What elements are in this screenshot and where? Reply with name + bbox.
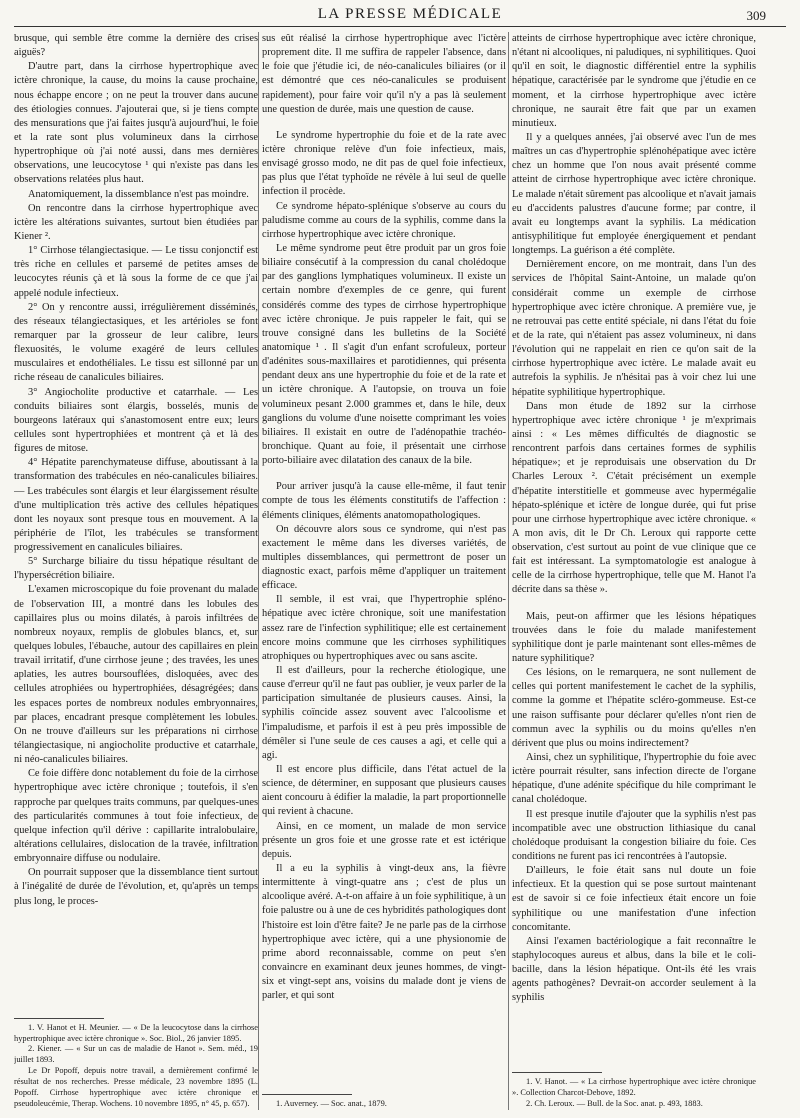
paragraph: 3° Angiocholite productive et catarrhale. — Les conduits biliaires sont élargis, bosselés, munis de bourgeons latéraux qui s'anastomosent entre eux; leurs cellules sont hypertrophiées et montrent çà et là des figures de mitose. xyxy=(14,386,258,455)
paragraph: Ce syndrome hépato-splénique s'observe au cours du paludisme comme au cours de la syphilis, comme dans la cirrhose hypertrophique avec ictère chronique. xyxy=(262,200,506,240)
paragraph: Il y a quelques années, j'ai observé avec l'un de mes maîtres un cas d'hypertrophie splénohépatique avec ictère chez un homme que l'on nous avait présenté comme atteint de cirrhose hypertrophique avec ictère chronique. Le malade n'était sûrement pas alcoolique et n'avait jamais eu d'accidents palustres d'aucune forme; par contre, il avait eu longtemps avant la syphilis. La médication antisyphilitique fut employée énergiquement et pendant longtemps. La guérison a été complète. xyxy=(512,131,756,257)
footnote: 1. V. Hanot et H. Meunier. — « De la leucocytose dans la cirrhose hypertrophique avec ictère chronique ». Soc. Biol., 26 janvier 1895. xyxy=(14,1022,258,1043)
footnote-rule xyxy=(14,1018,104,1019)
paragraph: Le syndrome hypertrophie du foie et de la rate avec ictère chronique relève d'un foie infectieux, mais, envisagé grosso modo, ne dit pas de quel foie infectieux, pas plus que l'état typhoïde ne révèle à lui seul de quelle infection il procède. xyxy=(262,129,506,198)
footnotes xyxy=(512,1064,756,1110)
paragraph: Il a eu la syphilis à vingt-deux ans, la fièvre intermittente à vingt-quatre ans ; c'est de plus un alcoolique avéré. A-t-on affaire à un foie syphilitique, à un foie palustre ou à une de ces hybridités pathologiques dont l'histoire est loin d'être faite? Je ne parle pas de la cirrhose hypertrophique avec ictère, qui a une physionomie de prime abord reconnaissable, comme on peut s'en convaincre en examinant deux jeunes hommes, de vingt-six et vingt-sept ans, voisins du malade dont je viens de parler, et qui sont xyxy=(262,863,506,1002)
paragraph: Il est d'ailleurs, pour la recherche étiologique, une cause d'erreur qu'il ne faut pas oublier, je veux parler de la participation simultanée de plusieurs causes. Ainsi, la syphilis coïncide assez souvent avec l'alcoolisme et l'impaludisme, et parfois il est à peu près impossible de démêler si l'une seule de ces causes a agi, et celle qui a agi. xyxy=(262,665,506,761)
paragraph: Il est encore plus difficile, dans l'état actuel de la science, de déterminer, en supposant que plusieurs causes aient concouru à édifier la maladie, la part proportionnelle qui revient à chacune. xyxy=(262,764,506,818)
paragraph: Mais, peut-on affirmer que les lésions hépatiques trouvées dans le foie du malade manifestement syphilitique dont je parle maintenant sont elles-mêmes de nature syphilitique? xyxy=(512,610,756,665)
paragraph: Ce foie diffère donc notablement du foie de la cirrhose hypertrophique avec ictère chronique ; toutefois, il s'en rapproche par quelques traits communs, par quelques-unes des particularités communes à tout foie infectieux, de quelque infection qu'il dérive : capillarite intralobulaire, altérations cellulaires, dislocation de la travée, infiltration embryonnaire diffuse ou nodulaire. xyxy=(14,768,258,865)
footnote: 2. Ch. Leroux. — Bull. de la Soc. anat. p. 493, 1883. xyxy=(526,1099,703,1109)
column-divider xyxy=(258,32,259,1110)
paragraph: sus eût réalisé la cirrhose hypertrophique avec l'ictère proprement dite. Il me suffira de rappeler l'absence, dans le foie que j'étudie ici, de néo-canalicules biliaires (or il est démontré que ces néo-canalicules se produisent rapidement), pour faire voir qu'il n'y a pas là seulement une question de durée, mais une question de cause. xyxy=(262,33,506,115)
footnote: 1. V. Hanot. — « La cirrhose hypertrophique avec ictère chronique ». Collection Charcot-Debove, 1892. xyxy=(512,1077,756,1098)
paragraph: Il est presque inutile d'ajouter que la syphilis n'est pas incompatible avec une obstruction lithiasique du canal cholédoque produisant la congestion biliaire du foie. Ces conditions ne furent pas ici rencontrées à l'autopsie. xyxy=(512,808,756,863)
running-header: LA PRESSE MÉDICALE xyxy=(317,6,503,22)
paragraph: On pourrait supposer que la dissemblance tient surtout à l'inégalité de durée de l'évolution, et, qu'après un temps plus long, le proces- xyxy=(14,867,258,907)
footnote: Le Dr Popoff, depuis notre travail, a dernièrement confirmé le résultat de nos recherches. Presse médicale, 23 novembre 1895 (L. Popoff. Cirrhose hypertrophique avec ictère chronique et pseudoleucémie, Therap. Wochens. 10 novembre 1895, n° 45, p. 657). xyxy=(14,1066,258,1109)
footnotes xyxy=(14,1010,258,1110)
paragraph: L'examen microscopique du foie provenant du malade de l'observation III, a montré dans les lobules des capillaires plus ou moins dilatés, à parois infiltrées de nombreux noyaux, remplis de globules blancs, et, sur quelques lobules, l'ébauche, autour des capillaires en plein travail irritatif, d'une cirrhose jeune ; des travées, les unes aplaties, les autres boursouflées, disloquées, avec des cellules atrophiées ou hypertrophiées, désagrégées; dans les espaces portes de nombreux nodules embryonnaires, par places, encadrant presque complètement les lobules. On ne trouve d'ailleurs sur les préparations ni cirrhose télangiectasique, ni angiocholite productive et catarrhale, ni néo-canalicules biliaires. xyxy=(14,584,258,766)
page-number: 309 xyxy=(746,8,766,23)
paragraph: 2° On y rencontre aussi, irrégulièrement disséminés, des réseaux télangiectasiques, et les artérioles se font remarquer par la grosseur de leur calibre, leurs flexuosités, le volume exagéré de leurs cellules musculaires et endothéliales. Le tissu est sillonné par un riche réseau de canalicules biliaires. xyxy=(14,301,258,384)
paragraph: D'ailleurs, le foie était sans nul doute un foie infectieux. Et la question qui se pose surtout maintenant est de savoir si ce foie infectieux était encore un foie syphilitique ou une manifestation d'une infection concomitante. xyxy=(512,865,756,933)
paragraph: Il semble, il est vrai, que l'hypertrophie spléno-hépatique avec ictère chronique, soit une manifestation assez rare de l'infection syphilitique; elle est certainement encore moins commune que les cirrhoses syphilitiques atrophiques ou hypertrophiques avec ou sans ascite. xyxy=(262,594,506,662)
column-divider xyxy=(508,32,509,1110)
text-column-3 xyxy=(512,32,756,1116)
footnotes xyxy=(262,1086,506,1110)
paragraph: atteints de cirrhose hypertrophique avec ictère chronique, n'étant ni alcooliques, ni paludiques, ni syphilitiques. Quoi qu'il en soit, le diagnostic différentiel entre la syphilis hépatique, caractérisée par le syndrome que j'étudie en ce moment, et la cirrhose hypertrophique avec ictère chronique, ne saurait être fait que par un examen minutieux. xyxy=(512,33,756,129)
footnote: 2. Kiener. — « Sur un cas de maladie de Hanot ». Sem. méd., 19 juillet 1893. xyxy=(14,1044,258,1065)
footnote-rule xyxy=(262,1094,352,1095)
paragraph: Anatomiquement, la dissemblance n'est pas moindre. xyxy=(28,188,249,200)
paragraph: 5° Surcharge biliaire du tissu hépatique résultant de l'hypersécrétion biliaire. xyxy=(14,556,258,582)
footnote-rule xyxy=(512,1072,602,1073)
paragraph: Ces lésions, on le remarquera, ne sont nullement de celles qui portent manifestement le cachet de la syphilis, comme la gomme et l'hépatite scléro-gommeuse. Est-ce une raison suffisante pour déclarer qu'elles n'ont rien de commun avec la syphilis ou du moins qu'elles n'en dérivent que plus ou moins indirectement? xyxy=(512,667,756,749)
paragraph: Ainsi, chez un syphilitique, l'hypertrophie du foie avec ictère pourrait résulter, sans infection directe de l'organe hépatique, d'une adénite spécifique du hile comprimant le canal cholédoque. xyxy=(512,752,756,806)
paragraph: brusque, qui semble être comme la dernière des crises aiguës? xyxy=(14,33,258,59)
paragraph: 1° Cirrhose télangiectasique. — Le tissu conjonctif est très riche en cellules et parsemé de petites amses de leucocytes réunis çà et là sous la forme de ce que j'ai appelé nodule infectieux. xyxy=(14,245,258,299)
paragraph: Dans mon étude de 1892 sur la cirrhose hypertrophique avec ictère chronique ¹ je m'exprimais ainsi : « Les mêmes difficultés de diagnostic se rencontrent parfois dans certaines formes de syphilis hépatique»; et je reproduisais une observation du Dr Charles Leroux ². C'était précisément un exemple d'hépatite interstitielle et gommeuse avec hypermégalie hépato-splénique et ictère de longue durée, qui fut prise pour une cirrhose hypertrophique avec ictère chronique. « A mon avis, dit le Dr Ch. Leroux qui rapporte cette observation, c'est surtout au point de vue clinique que ce fait est intéressant. La symptomatologie est analogue à celle de la cirrhose hypertrophique, telle que M. Hanot l'a décrite dans sa thèse ». xyxy=(512,400,756,596)
paragraph: 4° Hépatite parenchymateuse diffuse, aboutissant à la transformation des trabécules en néo-canalicules biliaires. — Les trabécules sont élargis et leur élargissement résulte d'une multiplication très active des cellules hépatiques dont les noyaux sont presque tous en mouvement. A la périphérie de l'îlot, les trabécules se transforment progressivement en canalicules biliaires. xyxy=(14,457,258,554)
text-column-2 xyxy=(262,32,506,1116)
paragraph: Ainsi, en ce moment, un malade de mon service présente un gros foie et une grosse rate et est ictérique depuis. xyxy=(262,820,506,860)
paragraph: On rencontre dans la cirrhose hypertrophique avec ictère les altérations suivantes, surtout bien étudiées par Kiener ². xyxy=(14,202,258,242)
paragraph: Ainsi l'examen bactériologique a fait reconnaître le staphylocoques aureus et albus, dans la bile et le coli-bacille, dans la lésion hépatique. Ont-ils été les vrais agents pathogènes? Devrait-on accorder seulement à la syphilis xyxy=(512,935,756,1004)
paragraph: Le même syndrome peut être produit par un gros foie biliaire consécutif à la compression du canal cholédoque par des ganglions lymphatiques volumineux. Il existe un certain nombre d'exemples de ce genre, qui furent considérés comme des types de cirrhose hypertrophique avec ictère chronique. Je puis rappeler le fait, qui se trouve consigné dans les bulletins de la Société anatomique ¹ . Il s'agit d'un enfant scrofuleux, porteur d'adénites sous-maxillaires et parotidiennes, qui présenta pendant deux ans une hypertrophie du foie et de la rate et un ictère chronique. A l'autopsie, on trouva un foie volumineux pesant 2.000 grammes et, dans le hile, deux ganglions du volume d'une noisette comprimant les voies biliaires. Il existait en outre de l'adénopathie trachéo-bronchique. Quant au foie, il présentait une cirrhose porto-biliaire avec dilatation des canaux de la bile. xyxy=(262,242,506,467)
paragraph: Pour arriver jusqu'à la cause elle-même, il faut tenir compte de tous les éléments constitutifs de l'affection : éléments cliniques, éléments anatomopathologiques. xyxy=(262,481,506,521)
footnote: 1. Auverney. — Soc. anat., 1879. xyxy=(276,1099,387,1109)
paragraph: Dernièrement encore, on me montrait, dans l'un des services de l'hôpital Saint-Antoine, un malade qu'on considérait comme un exemple de cirrhose hypertrophique avec ictère chronique. A première vue, je ne retrouvai pas cette entité spéciale, ni dans l'état du foie et de la rate, qui n'étaient pas assez volumineux, ni dans l'évolution qui ne rappelait en rien ce qu'on sait de la cirrhose hypertrophique avec ictère. Le malade avait eu autrefois la syphilis. Je n'hésitai pas à voir chez lui une hépatite syphilitique hypertrophique. xyxy=(512,259,756,398)
text-column-1 xyxy=(14,32,258,1116)
paragraph: On découvre alors sous ce syndrome, qui n'est pas exactement le même dans les diverses variétés, de multiples dissemblances, qui permettront de poser un diagnostic exact, parfois même d'appliquer un traitement efficace. xyxy=(262,523,506,592)
header-rule xyxy=(14,26,786,27)
paragraph: D'autre part, dans la cirrhose hypertrophique avec ictère chronique, la cause, du moins la cause prochaine, nous échappe encore ; on ne peut la trouver dans aucune des étiologies connues. J'ajouterai que, si je tiens compte des mensurations que j'ai faites jusqu'à aujourd'hui, le foie et la rate sont plus volumineux dans la cirrhose hypertrophique où j'ai noté aussi, dans mes dernières observations, une leucocytose ¹ qui n'existe pas dans les observations relatées plus haut. xyxy=(14,61,258,186)
